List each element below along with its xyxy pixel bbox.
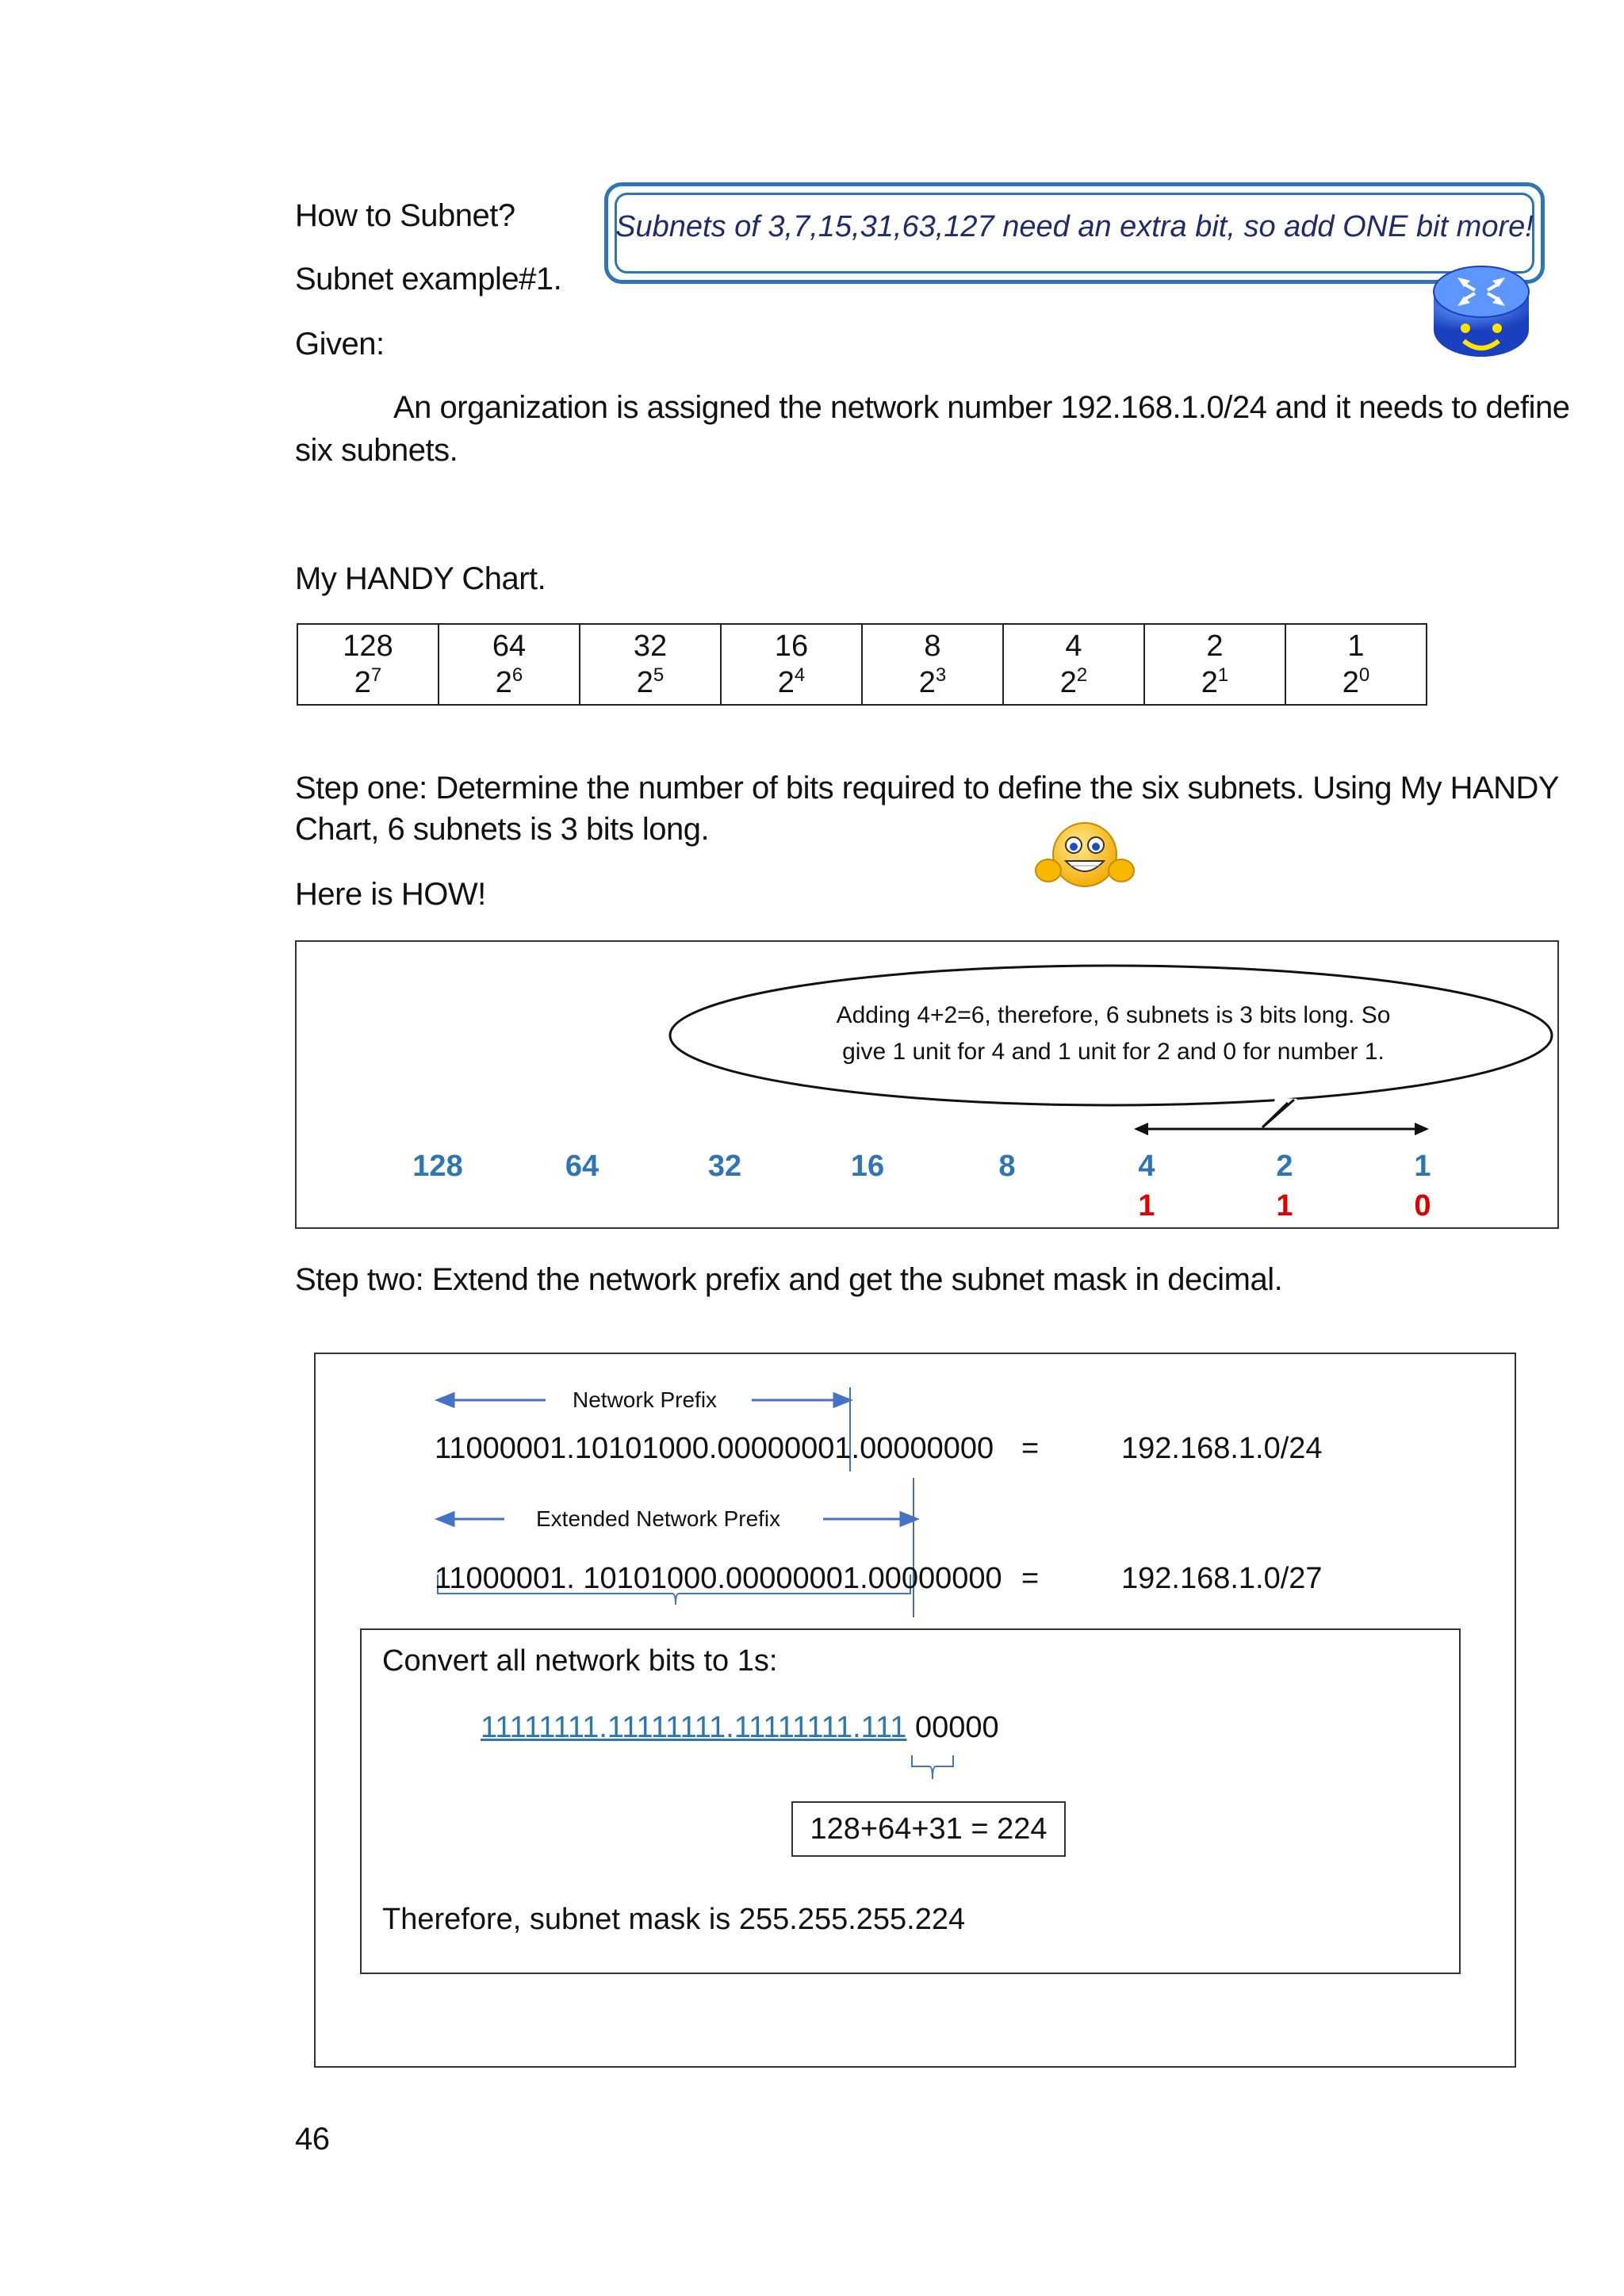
here-is-how: Here is HOW! — [295, 877, 486, 912]
chart-cell — [721, 624, 862, 705]
chart-cell — [1144, 624, 1285, 705]
chart-base: 2 — [1342, 666, 1359, 699]
chart-base: 2 — [918, 666, 936, 699]
binary-network-address: 11000001.10101000.00000001.00000000 — [435, 1432, 994, 1465]
mask-binary — [481, 1711, 999, 1745]
chart-value: 8 — [924, 629, 941, 663]
chart-value: 1 — [1347, 629, 1365, 663]
chart-cell — [297, 624, 439, 705]
bit-number: 8 — [998, 1150, 1016, 1183]
page-number: 46 — [295, 2122, 330, 2156]
handy-chart — [297, 623, 1427, 706]
chart-value: 4 — [1065, 629, 1082, 663]
heading-example: Subnet example#1. — [295, 262, 562, 297]
cidr-24: 192.168.1.0/24 — [1121, 1432, 1323, 1465]
chart-base: 2 — [1059, 666, 1077, 699]
chart-value: 64 — [492, 629, 527, 663]
network-prefix-label: Network Prefix — [573, 1387, 718, 1412]
chart-base: 2 — [495, 666, 512, 699]
chart-base: 2 — [1201, 666, 1218, 699]
problem-line-1: An organization is assigned the network number 192.168.1.0/24 and it needs to define — [393, 390, 1570, 425]
chart-value: 16 — [774, 629, 809, 663]
bit-number: 16 — [850, 1150, 885, 1183]
extended-prefix-label: Extended Network Prefix — [536, 1506, 781, 1531]
bit-number: 128 — [412, 1150, 463, 1183]
smiley-icon — [1034, 818, 1136, 891]
heading-how-to: How to Subnet? — [295, 198, 515, 233]
how-diagram-box — [295, 940, 1559, 1229]
cidr-27: 192.168.1.0/27 — [1121, 1562, 1323, 1595]
bit-value: 1 — [1276, 1189, 1293, 1223]
subnet-mask-conclusion: Therefore, subnet mask is 255.255.255.224 — [382, 1903, 966, 1936]
chart-exponent: 1 — [1217, 664, 1229, 686]
bit-number: 64 — [565, 1150, 599, 1183]
chart-exponent: 2 — [1076, 664, 1088, 686]
step-one-line-1: Step one: Determine the number of bits required to define the six subnets. Using My HANDY — [295, 771, 1560, 806]
bit-value: 0 — [1414, 1189, 1431, 1223]
chart-cell — [580, 624, 721, 705]
prefix-arrows — [314, 1353, 1516, 1670]
equals-sign: = — [1021, 1562, 1040, 1595]
bit-number: 1 — [1414, 1150, 1431, 1183]
chart-exponent: 5 — [653, 664, 665, 686]
chart-cell — [1003, 624, 1144, 705]
chart-cell — [862, 624, 1003, 705]
speech-bubble — [297, 942, 1557, 1227]
bit-value: 1 — [1138, 1189, 1155, 1223]
handy-chart-title: My HANDY Chart. — [295, 561, 546, 596]
equals-sign: = — [1021, 1432, 1040, 1465]
chart-value: 2 — [1206, 629, 1224, 663]
chart-value: 128 — [343, 629, 393, 663]
chart-cell — [439, 624, 580, 705]
binary-extended-address: 11000001. 10101000.00000001.00000000 — [435, 1562, 1002, 1595]
extra-bit-callout — [604, 182, 1545, 284]
router-icon — [1427, 260, 1535, 363]
mask-ones: 11111111.11111111.11111111.111 — [481, 1711, 907, 1744]
heading-given: Given: — [295, 327, 385, 362]
mask-zeros: 00000 — [906, 1711, 999, 1744]
bit-number: 32 — [707, 1150, 742, 1183]
chart-base: 2 — [354, 666, 371, 699]
step-one-line-2: Chart, 6 subnets is 3 bits long. — [295, 812, 710, 847]
callout-text: Subnets of 3,7,15,31,63,127 need an extra bit, so add ONE bit more! — [615, 210, 1534, 243]
bit-number: 2 — [1276, 1150, 1293, 1183]
brace-icon — [909, 1754, 956, 1785]
chart-exponent: 4 — [794, 664, 806, 686]
problem-line-2: six subnets. — [295, 433, 458, 468]
step-two-text: Step two: Extend the network prefix and get the subnet mask in decimal. — [295, 1262, 1283, 1297]
convert-title: Convert all network bits to 1s: — [382, 1644, 778, 1678]
chart-base: 2 — [636, 666, 653, 699]
bubble-line-1: Adding 4+2=6, therefore, 6 subnets is 3 bits long. So — [836, 1002, 1391, 1028]
bit-number: 4 — [1138, 1150, 1155, 1183]
chart-value: 32 — [633, 629, 668, 663]
chart-exponent: 3 — [935, 664, 947, 686]
sum-box: 128+64+31 = 224 — [791, 1801, 1066, 1857]
chart-cell — [1285, 624, 1427, 705]
chart-base: 2 — [777, 666, 795, 699]
chart-exponent: 6 — [511, 664, 523, 686]
bubble-line-2: give 1 unit for 4 and 1 unit for 2 and 0 for number 1. — [842, 1039, 1385, 1065]
chart-exponent: 0 — [1358, 664, 1370, 686]
chart-exponent: 7 — [370, 664, 382, 686]
